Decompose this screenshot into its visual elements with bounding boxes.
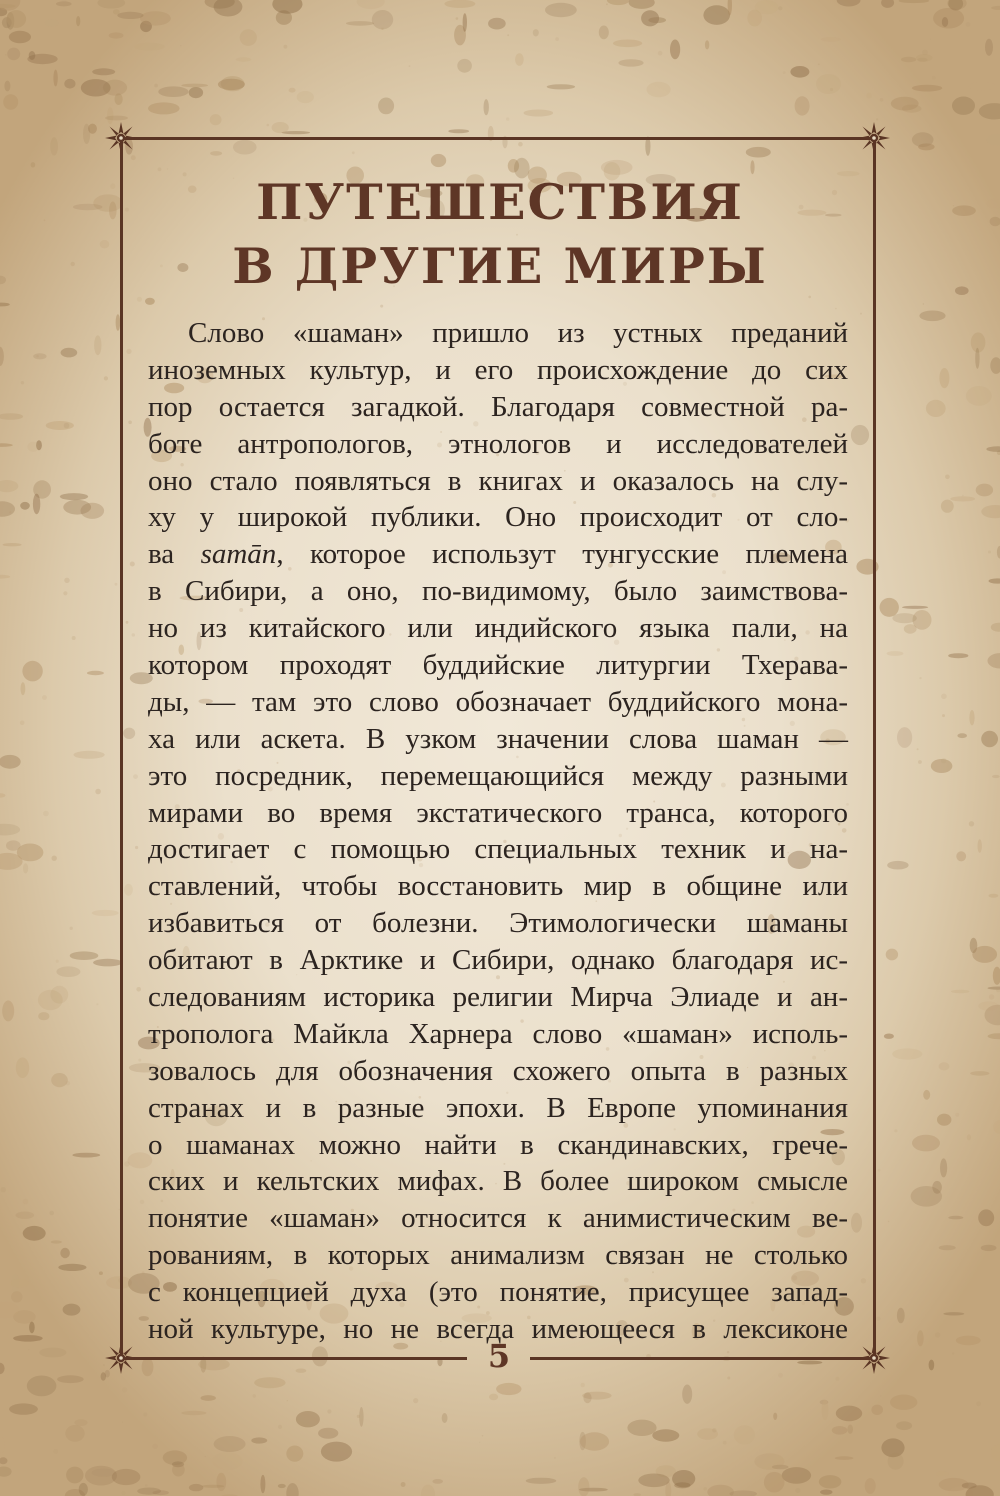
text-line: избавиться от болезни. Этимологически шаманы xyxy=(148,907,848,940)
frame-bottom-border-left xyxy=(122,1357,467,1360)
corner-star-ornament-icon xyxy=(857,1341,891,1375)
text-line: рованиям, в которых анимализм связан не столько xyxy=(148,1239,848,1272)
text-line: зовалось для обозначения схожего опыта в разных xyxy=(148,1054,848,1087)
text-line: ху у широкой публики. Оно происходит от сло- xyxy=(148,501,848,534)
text-line: это посредник, перемещающийся между разными xyxy=(148,759,848,792)
text-line: понятие «шаман» относится к анимистическим ве- xyxy=(148,1202,848,1235)
frame-left-border xyxy=(120,137,123,1360)
text-line: о шаманах можно найти в скандинавских, грече- xyxy=(148,1128,848,1161)
text-line: Слово «шаман» пришло из устных преданий xyxy=(188,317,848,349)
text-line: обитают в Арктике и Сибири, однако благодаря ис- xyxy=(148,944,848,977)
text-line: ды, — там это слово обозначает буддийского мона- xyxy=(148,685,848,718)
page-number: 5 xyxy=(487,1337,511,1375)
text-line: ха или аскета. В узком значении слова шаман — xyxy=(148,722,848,755)
corner-star-ornament-icon xyxy=(104,121,138,155)
text-line: мирами во время экстатического транса, которого xyxy=(148,796,848,829)
text-line: котором проходят буддийские литургии Тхерава- xyxy=(148,649,848,682)
text-line: в Сибири, а оно, по-видимому, было заимствова- xyxy=(148,575,848,608)
body-paragraph xyxy=(148,315,848,1348)
text-line: пор остается загадкой. Благодаря совместной ра- xyxy=(148,390,848,423)
title-line-1: ПУТЕШЕСТВИЯ xyxy=(256,173,744,231)
title-line-2: В ДРУГИЕ МИРЫ xyxy=(232,237,768,295)
page-title xyxy=(140,170,860,298)
text-segment: ва xyxy=(148,538,201,571)
text-line: ной культуре, но не всегда имеющееся в лексиконе xyxy=(148,1313,848,1346)
text-line: странах и в разные эпохи. В Европе упоминания xyxy=(148,1091,848,1124)
text-line: достигает с помощью специальных техник и на- xyxy=(148,833,848,866)
corner-star-ornament-icon xyxy=(857,121,891,155)
text-line: ских и кельтских мифах. В более широком смысле xyxy=(148,1165,848,1198)
text-line: иноземных культур, и его происхождение до сих xyxy=(148,353,848,386)
frame-right-border xyxy=(873,137,876,1360)
text-line: ставлений, чтобы восстановить мир в общине или xyxy=(148,870,848,903)
text-line xyxy=(148,536,848,573)
text-line: с концепцией духа (это понятие, присущее запад- xyxy=(148,1276,848,1309)
italic-term: samān xyxy=(200,538,277,571)
frame-bottom-border-right xyxy=(530,1357,876,1360)
corner-star-ornament-icon xyxy=(104,1341,138,1375)
text-segment: , которое использут тунгусские племена xyxy=(276,538,849,571)
text-line: трополога Майкла Харнера слово «шаман» исполь- xyxy=(148,1017,848,1050)
frame-top-border xyxy=(122,137,876,140)
text-line: боте антропологов, этнологов и исследователей xyxy=(148,427,848,460)
text-line: оно стало появляться в книгах и оказалось на слу- xyxy=(148,464,848,497)
text-line: следованиям историка религии Мирча Элиаде и ан- xyxy=(148,981,848,1014)
text-line: но из китайского или индийского языка пали, на xyxy=(148,612,848,645)
